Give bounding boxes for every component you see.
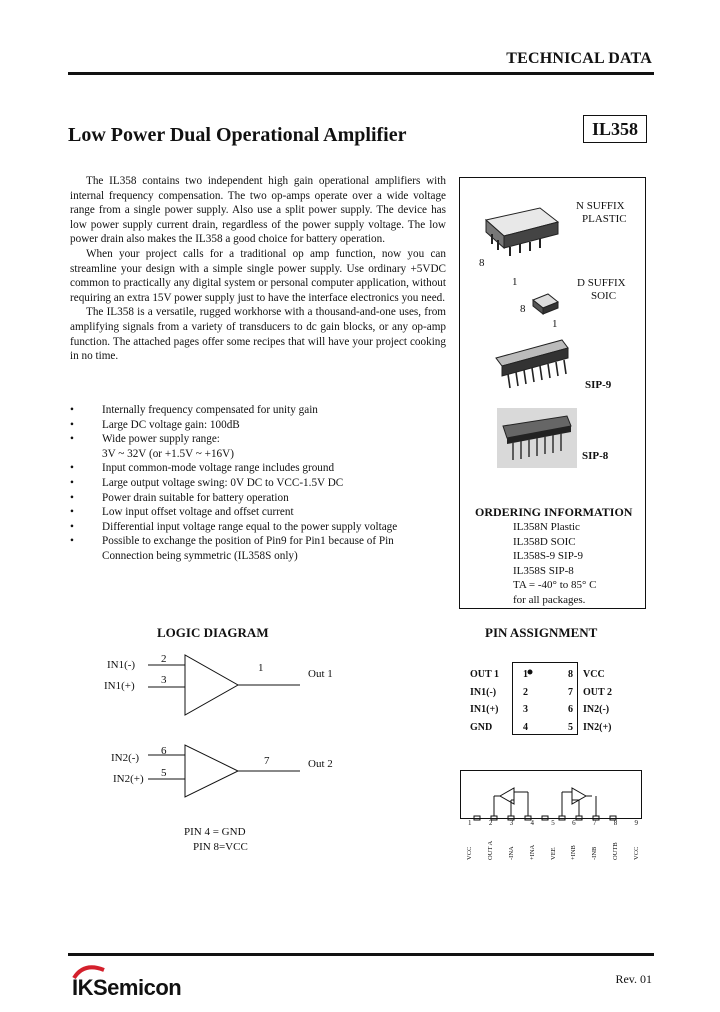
pin-row: 8 VCC: [568, 669, 605, 680]
ordering-title: ORDERING INFORMATION: [475, 505, 633, 519]
pin5-label: 5: [161, 767, 167, 779]
n-pin1-label: 1: [512, 276, 518, 288]
sip8-label: SIP-8: [582, 450, 609, 462]
ordering-temp: TA = -40° to 85° C: [513, 579, 597, 591]
pin6-label: 6: [161, 745, 167, 757]
d-suffix-label: D SUFFIX: [577, 277, 626, 289]
n-suffix-label: N SUFFIX: [576, 200, 625, 212]
in2-minus-label: IN2(-): [111, 752, 140, 764]
bullet-icon: •: [70, 491, 74, 504]
soic-package-icon: [530, 290, 560, 320]
bullet-icon: •: [70, 476, 74, 489]
d-pin1-label: 1: [552, 318, 558, 330]
ordering-item: IL358D SOIC: [513, 535, 576, 548]
bullet-icon: •: [70, 506, 74, 519]
pin1-label: 1: [258, 662, 264, 674]
d-soic-label: SOIC: [591, 290, 617, 302]
revision-label: Rev. 01: [615, 972, 652, 986]
pin2-label: 2: [161, 653, 167, 665]
n-pin8-label: 8: [479, 257, 485, 269]
pin-row: IN1(-) 2: [470, 686, 528, 698]
header-label: TECHNICAL DATA: [506, 50, 652, 67]
ordering-note: for all packages.: [513, 593, 586, 606]
feature-item: • Input common-mode voltage range includes ground: [70, 462, 335, 475]
page-title: Low Power Dual Operational Amplifier: [68, 124, 407, 146]
bullet-icon: •: [70, 404, 74, 416]
feature-item: • Low input offset voltage and offset current: [70, 506, 294, 519]
bullet-icon: •: [70, 433, 74, 446]
description: [70, 174, 446, 364]
pin-row: GND 4: [470, 721, 528, 733]
bullet-icon: •: [70, 418, 74, 431]
feature-list: [68, 403, 448, 564]
feature-item: • Power drain suitable for battery operation: [70, 491, 289, 504]
bullet-icon: •: [70, 462, 74, 475]
pin-left-column: [470, 666, 528, 736]
ordering-item: IL358N Plastic: [513, 521, 580, 533]
sip-pin-labels: VCC OUT A -INA +INA VEE +INB -INB OUTB VCC: [466, 840, 640, 860]
description-paragraph: When your project calls for a traditional op amp function, now you can streamline your design with a simple single power supply. Use ordinary +5VDC common to practically any digital system or personal computer application, without requiring an extra 15V power supply just to have the interface electronics you need.: [70, 247, 446, 304]
ordering-item: IL358S SIP-8: [513, 564, 574, 577]
in1-plus-label: IN1(+): [104, 680, 135, 692]
bullet-icon: •: [70, 535, 74, 548]
out1-label: Out 1: [308, 668, 333, 680]
sip-pin-numbers: 1 2 3 4 5 6 7 8 9: [468, 819, 638, 827]
feature-item: • Large DC voltage gain: 100dB: [70, 418, 240, 431]
description-paragraph: The IL358 contains two independent high gain operational amplifiers with internal frequency compensation. The two op-amps operate over a wide voltage range from a single power supply. Also use a split power supply. The device has low power supply current drain, regardless of the power supply voltage. The low power drain also makes the IL358 a good choice for battery operation.: [70, 175, 446, 246]
pin-row: 7 OUT 2: [568, 686, 612, 698]
sip9-package-icon: [492, 336, 577, 392]
dip-package-icon: [478, 200, 568, 280]
ordering-list: [513, 520, 596, 607]
bottom-rule: [68, 953, 654, 956]
part-number-box: IL358: [583, 115, 647, 143]
sip8-package-icon: [497, 408, 577, 468]
pin-row: IN1(+) 3: [470, 704, 528, 715]
d-pin8-label: 8: [520, 303, 526, 315]
pin-right-column: [568, 666, 632, 736]
out2-label: Out 2: [308, 758, 333, 770]
n-plastic-label: PLASTIC: [582, 213, 627, 225]
pin7-label: 7: [264, 755, 270, 767]
pin-assignment-title: PIN ASSIGNMENT: [485, 625, 598, 640]
ordering-item: IL358S-9 SIP-9: [513, 550, 583, 562]
in1-minus-label: IN1(-): [107, 659, 136, 671]
company-logo: IKSemicon: [72, 975, 182, 1000]
pin8-note: PIN 8=VCC: [193, 841, 248, 853]
pin3-label: 3: [161, 674, 167, 686]
feature-item: • Wide power supply range: 3V ~ 32V (or +1.5V ~ +16V): [70, 433, 234, 460]
top-rule: [68, 72, 654, 75]
bullet-icon: •: [70, 520, 74, 533]
feature-item: • Differential input voltage range equal to the power supply voltage: [70, 520, 398, 533]
description-paragraph: The IL358 is a versatile, rugged workhorse with a thousand-and-one uses, from amplifying signals from a variety of transducers to dc gain blocks, or any op-amp function. The attached pages offer some recipes that will have your project cooking in no time.: [70, 306, 446, 363]
pin-row: OUT 1 1: [470, 669, 528, 680]
logic-diagram-title: LOGIC DIAGRAM: [157, 625, 269, 640]
in2-plus-label: IN2(+): [113, 773, 144, 785]
feature-item: • Internally frequency compensated for unity gain: [70, 404, 318, 416]
feature-item: • Large output voltage swing: 0V DC to VCC-1.5V DC: [70, 476, 344, 489]
feature-item: • Possible to exchange the position of Pin9 for Pin1 because of Pin Connection being symmetric (IL358S only): [70, 535, 394, 562]
pin4-note: PIN 4 = GND: [184, 826, 246, 838]
pin-row: 5 IN2(+): [568, 721, 612, 733]
pin-row: 6 IN2(-): [568, 704, 610, 715]
sip9-label: SIP-9: [585, 379, 612, 391]
